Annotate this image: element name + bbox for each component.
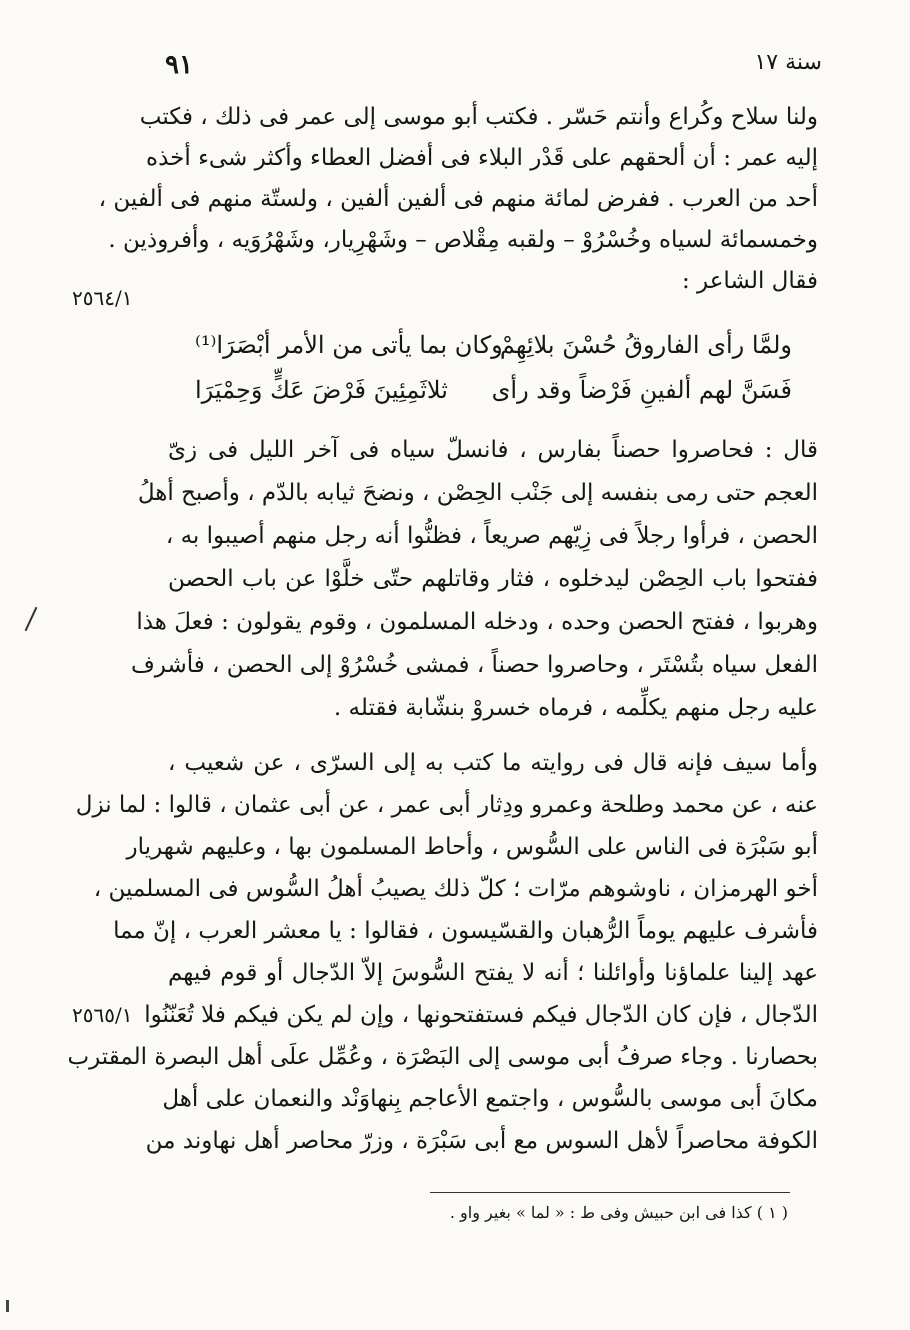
text-line: أبو سَبْرَة فى الناس على السُّوس ، وأحاط المسلمون بها ، وعليهم شهريار <box>126 834 818 860</box>
text-line: فأشرف عليهم يوماً الرُّهبان والقسّيسون ، فقالوا : يا معشر العرب ، إنّ مما <box>113 918 818 944</box>
running-header-year: سنة ١٧ <box>754 50 822 75</box>
text-line: الفعل سياه بتُسْتَر ، وحاصروا حصناً ، فمشى خُسْرُوْ إلى الحصن ، فأشرف <box>130 652 818 678</box>
text-line: قال : فحاصروا حصناً بفارس ، فانسلّ سياه فى آخر الليل فى زىّ <box>168 437 818 463</box>
text-line: مكانَ أبى موسى بالسُّوس ، واجتمع الأعاجم بِنهاوَنْد والنعمان على أهل <box>162 1086 818 1112</box>
text-line: فقال الشاعر : <box>681 268 818 294</box>
margin-mark <box>25 607 38 631</box>
margin-reference: ٢٥٦٤/١ <box>72 286 133 310</box>
page-number: ٩١ <box>165 50 193 80</box>
text-line: الدّجال ، فإن كان الدّجال فيكم فستفتحونها ، وإن لم يكن فيكم فلا تُعَنّنُوا <box>144 1002 818 1028</box>
scan-speck <box>6 1300 9 1312</box>
text-line: عهد إلينا علماؤنا وأوائلنا ؛ أنه لا يفتح السُّوسَ إلاّ الدّجال أو قوم فيهم <box>168 960 818 986</box>
margin-reference: ٢٥٦٥/١ <box>72 1003 133 1027</box>
text-line: ولنا سلاح وكُراع وأنتم حَسّر . فكتب أبو موسى إلى عمر فى ذلك ، فكتب <box>139 104 818 130</box>
text-line: عليه رجل منهم يكلِّمه ، فرماه خسروْ بنشّابة فقتله . <box>333 695 818 721</box>
text-line: إليه عمر : أن ألحقهم على قَدْر البلاء فى أفضل العطاء وأكثر شىء أخذه <box>146 145 818 171</box>
text-line: ففتحوا باب الحِصْن ليدخلوه ، فثار وقاتلهم حتّى خلَّوْا عن باب الحصن <box>168 566 818 592</box>
verse-hemistich-second: وكان بما يأتى من الأمر أبْصَرَا⁽¹⁾ <box>195 331 503 359</box>
text-line: وهربوا ، ففتح الحصن وحده ، ودخله المسلمون ، وقوم يقولون : فعلَ هذا <box>136 609 818 635</box>
text-line: وأما سيف فإنه قال فى روايته ما كتب به إلى السرّى ، عن شعيب ، <box>168 750 818 776</box>
text-line: وخمسمائة لسياه وخُسْرُوْ – ولقبه مِقْلاص – وشَهْرِيار، وشَهْرُوَيه ، وأفروذين . <box>108 227 818 253</box>
footnote: ( ١ ) كذا فى ابن حبيش وفى ط : « لما » بغير واو . <box>449 1203 788 1222</box>
verse-hemistich-second: ثلاثَمِئِينَ فَرْضَ عَكٍّ وَحِمْيَرَا <box>195 376 448 404</box>
text-line: الكوفة محاصراً لأهل السوس مع أبى سَبْرَة ، وزرّ محاصر أهل نهاوند من <box>145 1128 818 1154</box>
text-line: أحد من العرب . ففرض لمائة منهم فى ألفين ألفين ، ولستّة منهم فى ألفين ، <box>98 186 818 212</box>
text-line: أخو الهرمزان ، ناوشوهم مرّات ؛ كلّ ذلك يصيبُ أهلُ السُّوس فى المسلمين ، <box>93 876 818 902</box>
footnote-divider <box>430 1192 790 1193</box>
text-line: بحصارنا . وجاء صرفُ أبى موسى إلى البَصْرَة ، وعُمِّل علَى أهل البصرة المقترب <box>67 1044 818 1070</box>
text-line: العجم حتى رمى بنفسه إلى جَنْب الحِصْن ، ونضحَ ثيابه بالدّم ، وأصبح أهلُ <box>137 480 818 506</box>
verse-hemistich-first: ولمَّا رأى الفاروقُ حُسْنَ بلائِهِمْ <box>499 331 792 359</box>
text-line: الحصن ، فرأوا رجلاً فى زِيّهم صريعاً ، فظنُّوا أنه رجل منهم أصيبوا به ، <box>165 523 818 549</box>
text-line: عنه ، عن محمد وطلحة وعمرو ودِثار أبى عمر ، عن أبى عثمان ، قالوا : لما نزل <box>75 792 818 818</box>
verse-hemistich-first: فَسَنَّ لهم ألفينِ فَرْضاً وقد رأى <box>491 376 792 404</box>
